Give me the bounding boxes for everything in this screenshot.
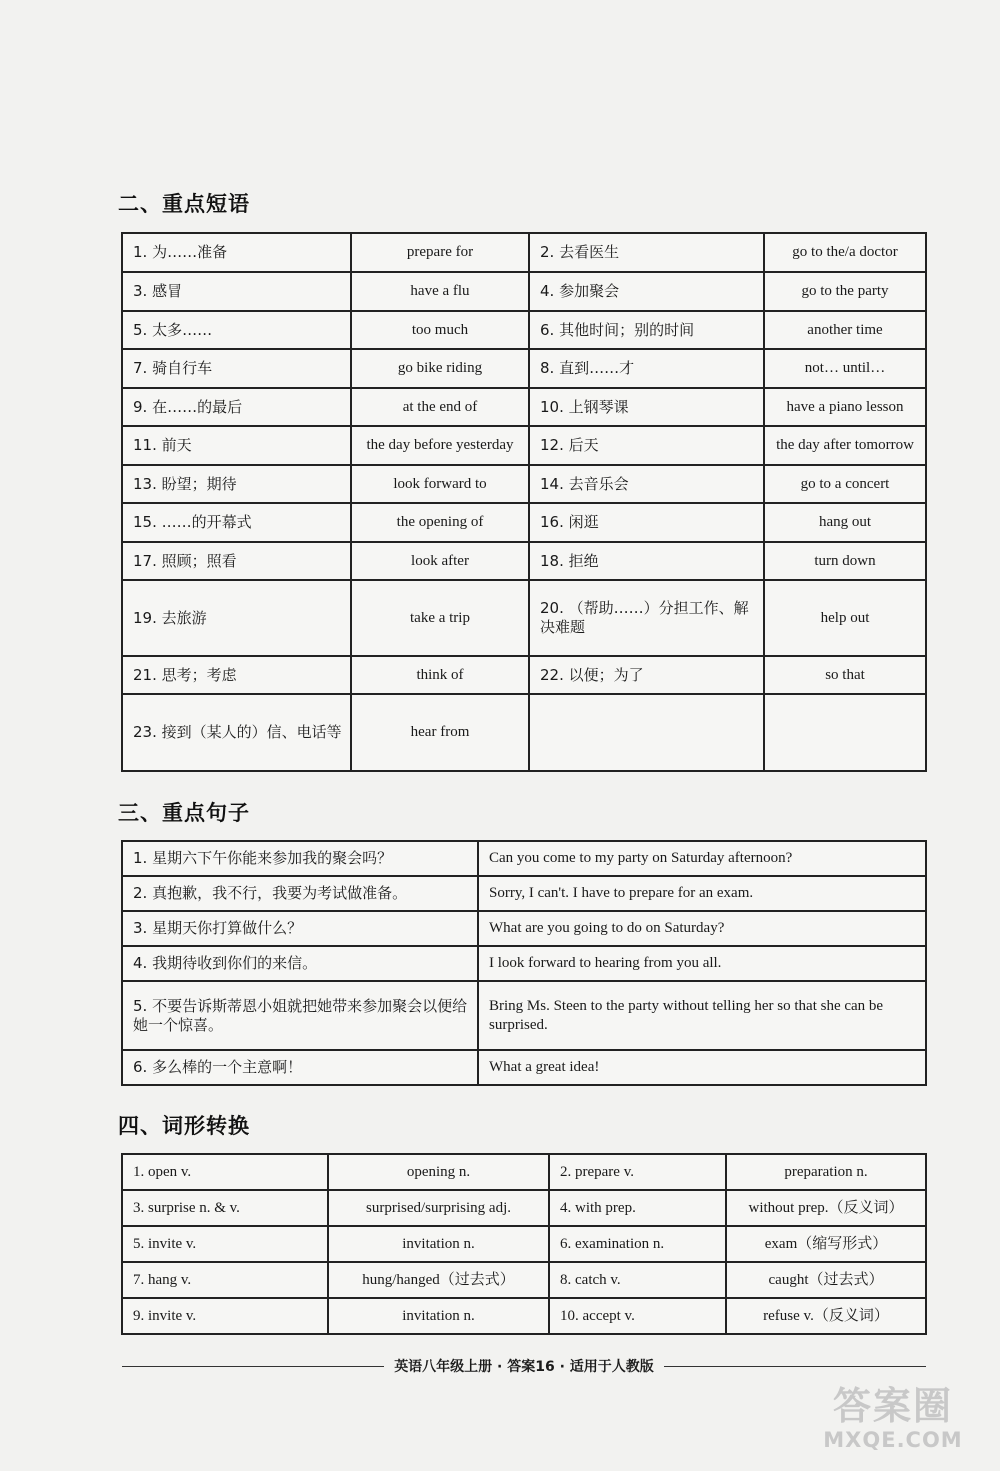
phrase-cell: think of xyxy=(351,656,529,694)
phrase-cell: hear from xyxy=(351,694,529,771)
phrase-cell: help out xyxy=(764,580,926,656)
phrase-cell: 22. 以便；为了 xyxy=(529,656,764,694)
word-form-cell: surprised/surprising adj. xyxy=(328,1190,549,1226)
phrase-cell: 3. 感冒 xyxy=(122,272,351,311)
word-form-cell: 10. accept v. xyxy=(549,1298,726,1334)
sentence-cell: 5. 不要告诉斯蒂恩小姐就把她带来参加聚会以便给她一个惊喜。 xyxy=(122,981,478,1050)
sentence-cell: Can you come to my party on Saturday afternoon? xyxy=(478,841,926,876)
phrase-cell: take a trip xyxy=(351,580,529,656)
phrase-cell: the day after tomorrow xyxy=(764,426,926,465)
phrase-cell: look after xyxy=(351,542,529,580)
phrase-cell: 21. 思考；考虑 xyxy=(122,656,351,694)
table-row xyxy=(122,580,926,656)
word-form-cell: 6. examination n. xyxy=(549,1226,726,1262)
footer-text: 英语八年级上册 · 答案16 · 适用于人教版 xyxy=(394,1359,654,1375)
word-form-cell: hung/hanged（过去式） xyxy=(328,1262,549,1298)
table-row xyxy=(122,694,926,771)
table-row xyxy=(122,1050,926,1085)
word-forms-table xyxy=(121,1153,927,1335)
table-row xyxy=(122,311,926,349)
table-row xyxy=(122,656,926,694)
phrase-cell: 1. 为……准备 xyxy=(122,233,351,272)
phrase-cell: 11. 前天 xyxy=(122,426,351,465)
phrase-cell: 16. 闲逛 xyxy=(529,503,764,542)
phrase-cell: 9. 在……的最后 xyxy=(122,388,351,426)
word-form-cell: opening n. xyxy=(328,1154,549,1190)
sentence-cell: 3. 星期天你打算做什么？ xyxy=(122,911,478,946)
section-title-phrases: 二、重点短语 xyxy=(118,192,250,216)
watermark-line2: MXQE.COM xyxy=(823,1428,963,1452)
phrase-cell: too much xyxy=(351,311,529,349)
table-row xyxy=(122,876,926,911)
phrase-cell: 6. 其他时间；别的时间 xyxy=(529,311,764,349)
word-form-cell: 7. hang v. xyxy=(122,1262,328,1298)
phrase-cell: 23. 接到（某人的）信、电话等 xyxy=(122,694,351,771)
phrases-table xyxy=(121,232,927,772)
word-form-cell: 2. prepare v. xyxy=(549,1154,726,1190)
table-row xyxy=(122,503,926,542)
table-row xyxy=(122,841,926,876)
sentence-cell: 1. 星期六下午你能来参加我的聚会吗？ xyxy=(122,841,478,876)
table-row xyxy=(122,1262,926,1298)
phrase-cell: go bike riding xyxy=(351,349,529,388)
watermark-line1: 答案圈 xyxy=(832,1384,953,1428)
sentence-cell: 2. 真抱歉，我不行，我要为考试做准备。 xyxy=(122,876,478,911)
word-form-cell: invitation n. xyxy=(328,1298,549,1334)
phrase-cell: not… until… xyxy=(764,349,926,388)
table-row xyxy=(122,1298,926,1334)
table-row xyxy=(122,388,926,426)
section-title-word-forms: 四、词形转换 xyxy=(118,1114,250,1138)
phrase-cell: 10. 上钢琴课 xyxy=(529,388,764,426)
word-form-cell: 8. catch v. xyxy=(549,1262,726,1298)
phrase-cell xyxy=(529,694,764,771)
phrase-cell: prepare for xyxy=(351,233,529,272)
word-form-cell: caught（过去式） xyxy=(726,1262,926,1298)
phrase-cell: hang out xyxy=(764,503,926,542)
word-form-cell: 9. invite v. xyxy=(122,1298,328,1334)
sentences-table xyxy=(121,840,927,1086)
sentence-cell: I look forward to hearing from you all. xyxy=(478,946,926,981)
table-row xyxy=(122,272,926,311)
table-row xyxy=(122,911,926,946)
word-form-cell: 1. open v. xyxy=(122,1154,328,1190)
word-form-cell: 4. with prep. xyxy=(549,1190,726,1226)
phrase-cell: the day before yesterday xyxy=(351,426,529,465)
phrase-cell: 18. 拒绝 xyxy=(529,542,764,580)
table-row xyxy=(122,426,926,465)
phrase-cell: look forward to xyxy=(351,465,529,503)
sentence-cell: Sorry, I can't. I have to prepare for an exam. xyxy=(478,876,926,911)
phrase-cell: 8. 直到……才 xyxy=(529,349,764,388)
phrase-cell: go to the party xyxy=(764,272,926,311)
table-row xyxy=(122,233,926,272)
phrase-cell: 14. 去音乐会 xyxy=(529,465,764,503)
page-footer xyxy=(122,1356,926,1376)
phrase-cell: 7. 骑自行车 xyxy=(122,349,351,388)
phrase-cell: 5. 太多…… xyxy=(122,311,351,349)
word-form-cell: preparation n. xyxy=(726,1154,926,1190)
phrase-cell: 12. 后天 xyxy=(529,426,764,465)
section-title-sentences: 三、重点句子 xyxy=(118,801,250,825)
phrase-cell: 15. ……的开幕式 xyxy=(122,503,351,542)
footer-rule-right xyxy=(664,1366,926,1367)
phrase-cell: the opening of xyxy=(351,503,529,542)
sentence-cell: What a great idea! xyxy=(478,1050,926,1085)
table-row xyxy=(122,1154,926,1190)
table-row xyxy=(122,1190,926,1226)
phrase-cell: 19. 去旅游 xyxy=(122,580,351,656)
phrase-cell: 13. 盼望；期待 xyxy=(122,465,351,503)
phrase-cell: go to the/a doctor xyxy=(764,233,926,272)
watermark-logo xyxy=(798,1384,988,1464)
word-form-cell: without prep.（反义词） xyxy=(726,1190,926,1226)
table-row xyxy=(122,465,926,503)
sentence-cell: What are you going to do on Saturday? xyxy=(478,911,926,946)
word-form-cell: exam（缩写形式） xyxy=(726,1226,926,1262)
word-form-cell: refuse v.（反义词） xyxy=(726,1298,926,1334)
phrase-cell: 4. 参加聚会 xyxy=(529,272,764,311)
table-row xyxy=(122,349,926,388)
phrase-cell xyxy=(764,694,926,771)
phrase-cell: go to a concert xyxy=(764,465,926,503)
phrase-cell: have a piano lesson xyxy=(764,388,926,426)
phrase-cell: another time xyxy=(764,311,926,349)
phrase-cell: 20. （帮助……）分担工作、解决难题 xyxy=(529,580,764,656)
phrase-cell: at the end of xyxy=(351,388,529,426)
word-form-cell: 3. surprise n. & v. xyxy=(122,1190,328,1226)
table-row xyxy=(122,981,926,1050)
word-form-cell: invitation n. xyxy=(328,1226,549,1262)
phrase-cell: 2. 去看医生 xyxy=(529,233,764,272)
phrase-cell: have a flu xyxy=(351,272,529,311)
table-row xyxy=(122,1226,926,1262)
phrase-cell: 17. 照顾；照看 xyxy=(122,542,351,580)
table-row xyxy=(122,542,926,580)
sentence-cell: 6. 多么棒的一个主意啊！ xyxy=(122,1050,478,1085)
table-row xyxy=(122,946,926,981)
sentence-cell: Bring Ms. Steen to the party without telling her so that she can be surprised. xyxy=(478,981,926,1050)
word-form-cell: 5. invite v. xyxy=(122,1226,328,1262)
footer-rule-left xyxy=(122,1366,384,1367)
phrase-cell: turn down xyxy=(764,542,926,580)
phrase-cell: so that xyxy=(764,656,926,694)
sentence-cell: 4. 我期待收到你们的来信。 xyxy=(122,946,478,981)
